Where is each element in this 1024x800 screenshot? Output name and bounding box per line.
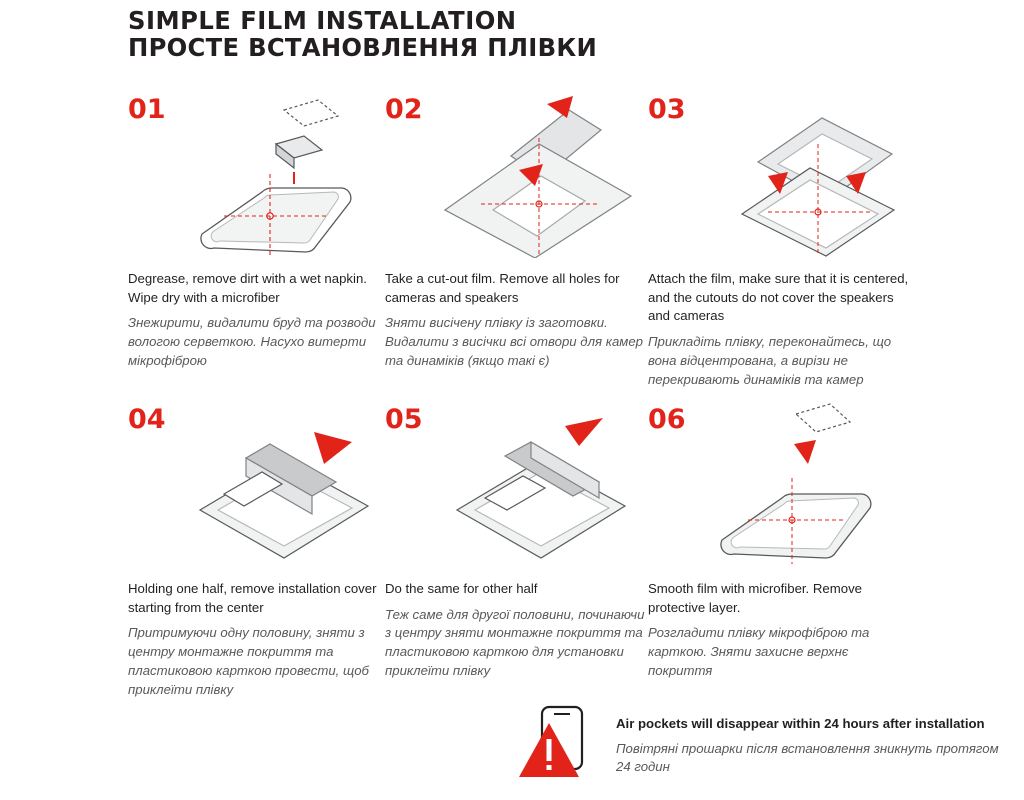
page-title-en: SIMPLE FILM INSTALLATION xyxy=(128,6,517,35)
step-text-en: Degrease, remove dirt with a wet napkin. Wipe dry with a microfiber xyxy=(128,271,367,305)
step-number: 06 xyxy=(648,404,686,435)
footer-note xyxy=(516,705,1016,795)
step-text-ua: Знежирити, видалити бруд та розводи вологою серветкою. Насухо витерти мікрофіброю xyxy=(128,315,376,368)
steps-grid xyxy=(0,88,1024,697)
step-illustration-02 xyxy=(423,88,653,258)
step-caption-03 xyxy=(648,270,916,389)
step-text-ua: Притримуючи одну половину, зняти з центру монтажне покриття та пластиковою карткою провести, щоб приклеїти плівку xyxy=(128,625,369,697)
steps-row-2 xyxy=(0,398,1024,698)
step-number: 01 xyxy=(128,94,166,125)
step-caption-01 xyxy=(128,270,390,371)
step-text-ua: Прикладіть плівку, переконайтесь, що вона відцентрована, а вирізи не перекривають динаміків та камер xyxy=(648,334,892,387)
page-title-ua: ПРОСТЕ ВСТАНОВЛЕННЯ ПЛІВКИ xyxy=(128,33,598,63)
step-number: 02 xyxy=(385,94,423,125)
step-illustration-01 xyxy=(166,88,396,258)
step-text-en: Attach the film, make sure that it is centered, and the cutouts do not cover the speakers and cameras xyxy=(648,271,909,324)
step-illustration-05 xyxy=(423,398,653,568)
step-text-en: Smooth film with microfiber. Remove protective layer. xyxy=(648,581,862,615)
warning-phone-exclamation-icon xyxy=(516,705,608,783)
step-text-ua: Розгладити плівку мікрофіброю та карткою. Зняти захисне верхнє покриття xyxy=(648,625,870,678)
step-caption-06 xyxy=(648,580,916,681)
step-number: 05 xyxy=(385,404,423,435)
step-number: 04 xyxy=(128,404,166,435)
steps-row-1 xyxy=(0,88,1024,398)
footer-text-en: Air pockets will disappear within 24 hours after installation xyxy=(616,716,985,731)
footer-text-ua: Повітряні прошарки після встановлення зникнуть протягом 24 годин xyxy=(616,740,999,775)
step-text-ua: Зняти висічену плівку із заготовки. Видалити з висічки всі отвори для камер та динаміків (якщо такі є) xyxy=(385,315,644,368)
step-text-ua: Теж саме для другої половини, починаючи з центру зняти монтажне покриття та пластиковою карткою для установки приклеїти плівку xyxy=(385,606,645,678)
step-caption-02 xyxy=(385,270,647,371)
step-illustration-04 xyxy=(166,398,396,568)
step-illustration-06 xyxy=(686,398,916,568)
footer-text-block xyxy=(616,715,1016,777)
step-text-en: Holding one half, remove installation cover starting from the center xyxy=(128,581,377,615)
step-text-en: Take a cut-out film. Remove all holes for cameras and speakers xyxy=(385,271,620,305)
page-header xyxy=(128,8,828,62)
step-caption-04 xyxy=(128,580,396,699)
step-caption-05 xyxy=(385,580,653,681)
step-illustration-03 xyxy=(686,88,916,258)
step-text-en: Do the same for other half xyxy=(385,581,538,596)
step-number: 03 xyxy=(648,94,686,125)
